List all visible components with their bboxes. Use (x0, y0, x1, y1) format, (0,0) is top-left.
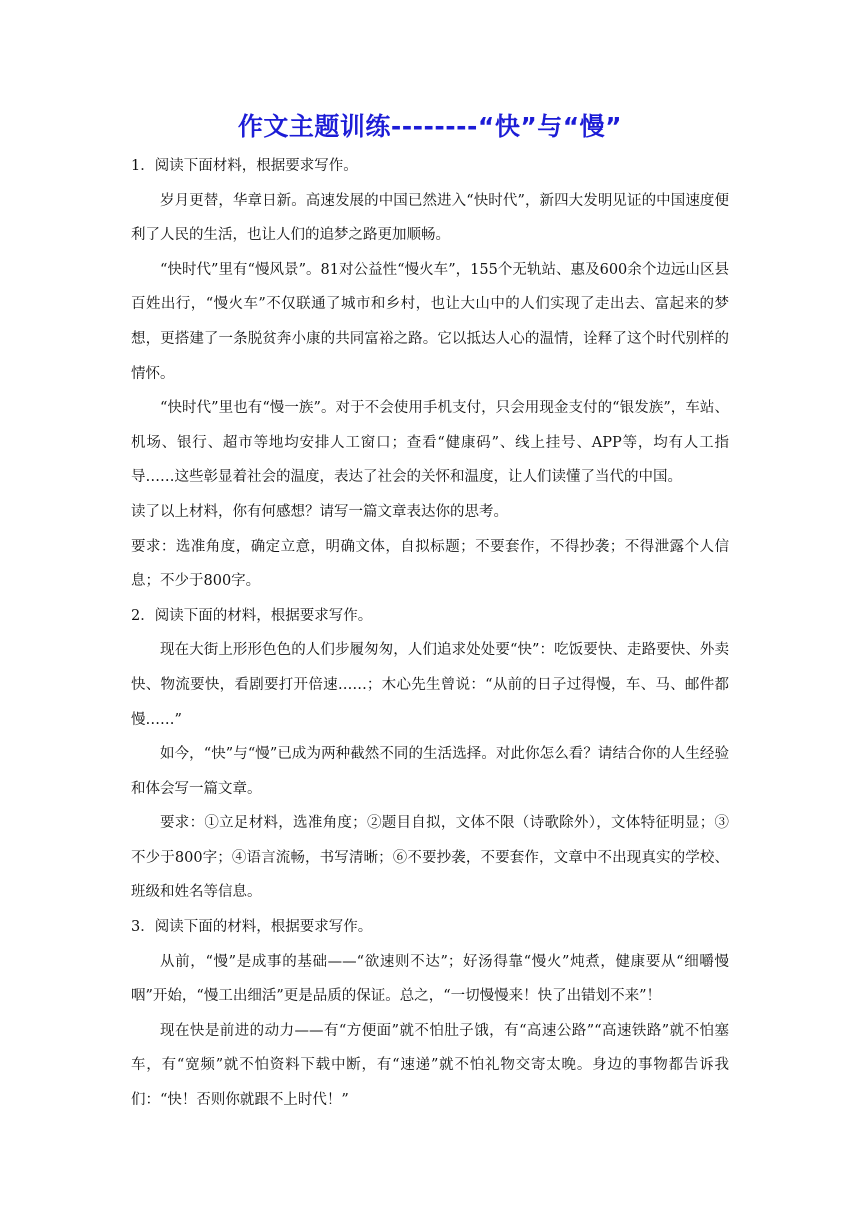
paragraph-q2-prompt: 2．阅读下面的材料，根据要求写作。 (131, 607, 373, 624)
paragraph-q2-requirements: 要求：①立足材料，选准角度；②题目自拟，文体不限（诗歌除外），文体特征明显；③不少于800字；④语言流畅，书写清晰；⑥不要抄袭，不要套作，文章中不出现真实的学校、班级和姓名等信息。 (131, 815, 729, 901)
paragraph-q1-material-1: 岁月更替，华章日新。高速发展的中国已然进入“快时代”，新四大发明见证的中国速度便利了人民的生活，也让人们的追梦之路更加顺畅。 (131, 192, 729, 244)
paragraph-q1-material-2: “快时代”里有“慢风景”。81对公益性“慢火车”，155个无轨站、惠及600余个边远山区县百姓出行，“慢火车”不仅联通了城市和乡村，也让大山中的人们实现了走出去、富起来的梦想，更搭建了一条脱贫奔小康的共同富裕之路。它以抵达人心的温情，诠释了这个时代别样的情怀。 (131, 261, 729, 382)
paragraph-q1-task: 读了以上材料，你有何感想？请写一篇文章表达你的思考。 (131, 503, 508, 520)
paragraph-q3-material-2: 现在快是前进的动力——有“方便面”就不怕肚子饿，有“高速公路”“高速铁路”就不怕塞车，有“宽频”就不怕资料下载中断，有“速递”就不怕礼物交寄太晚。身边的事物都告诉我们：“快！否则你就跟不上时代！” (131, 1022, 729, 1109)
document-body (131, 149, 729, 1118)
paragraph-q2-material-2: 如今，“快”与“慢”已成为两种截然不同的生活选择。对此你怎么看？请结合你的人生经验和体会写一篇文章。 (131, 746, 729, 797)
paragraph-q1-prompt: 1．阅读下面材料，根据要求写作。 (131, 158, 358, 174)
paragraph-q2-material-1: 现在大街上形形色色的人们步履匆匆，人们追求处处要“快”：吃饭要快、走路要快、外卖快、物流要快，看剧要打开倍速……；木心先生曾说：“从前的日子过得慢，车、马、邮件都慢……” (131, 642, 729, 728)
paragraph-q1-material-3: “快时代”里也有“慢一族”。对于不会使用手机支付，只会用现金支付的“银发族”，车站、机场、银行、超市等地均安排人工窗口；查看“健康码”、线上挂号、APP等，均有人工指导……这些彰显着社会的温度，表达了社会的关怀和温度，让人们读懂了当代的中国。 (131, 400, 729, 486)
paragraph-q3-prompt: 3．阅读下面的材料，根据要求写作。 (131, 919, 373, 936)
paragraph-q3-material-1: 从前，“慢”是成事的基础——“欲速则不达”；好汤得靠“慢火”炖煮，健康要从“细嚼慢咽”开始，“慢工出细活”更是品质的保证。总之，“一切慢慢来！快了出错划不来”！ (131, 953, 729, 1005)
document-title: 作文主题训练--------“快”与“慢” (237, 112, 623, 141)
paragraph-q1-requirements: 要求：选准角度，确定立意，明确文体，自拟标题；不要套作，不得抄袭；不得泄露个人信息；不少于800字。 (131, 538, 729, 590)
